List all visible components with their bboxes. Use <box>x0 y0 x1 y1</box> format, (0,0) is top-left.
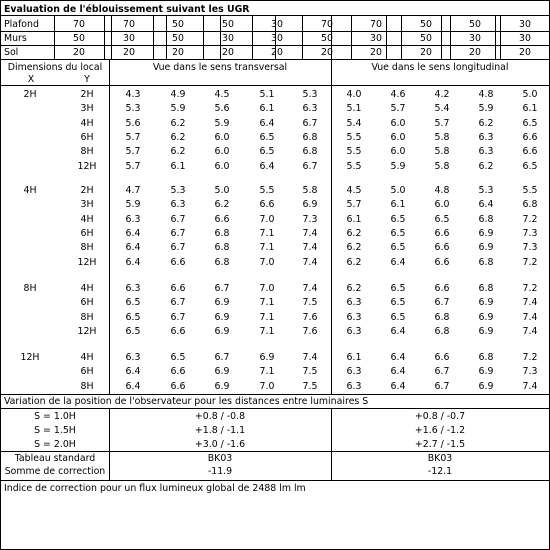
ugr-value-transversal: 4.5 <box>214 89 230 100</box>
y-dimension: 8H <box>80 312 94 323</box>
ugr-value-transversal: 6.8 <box>214 242 230 253</box>
ugr-value-longitudinal: 6.2 <box>346 283 362 294</box>
ugr-value-transversal: 6.7 <box>214 283 230 294</box>
x-dimension: 12H <box>20 352 40 363</box>
ugr-value-transversal: 6.6 <box>170 381 186 392</box>
x-dimension: 2H <box>23 89 37 100</box>
ugr-value-longitudinal: 6.6 <box>434 242 450 253</box>
ugr-value-transversal: 5.7 <box>125 146 141 157</box>
reflect-value: 50 <box>172 33 184 44</box>
ugr-value-transversal: 6.0 <box>214 161 230 172</box>
ugr-value-transversal: 6.2 <box>170 118 186 129</box>
footnote: Indice de correction pour un flux lumineux global de 2488 lm lm <box>4 483 306 494</box>
reflect-value: 20 <box>73 47 85 58</box>
ugr-value-transversal: 6.5 <box>125 297 141 308</box>
ugr-value-longitudinal: 6.6 <box>434 228 450 239</box>
y-dimension: 8H <box>80 381 94 392</box>
rule <box>1 59 549 60</box>
y-header: Y <box>84 74 90 85</box>
ugr-value-longitudinal: 5.4 <box>434 103 450 114</box>
variation-label: S = 1.0H <box>34 411 76 422</box>
rule <box>1 480 549 481</box>
ugr-value-transversal: 6.7 <box>170 312 186 323</box>
ugr-value-transversal: 6.4 <box>125 257 141 268</box>
ugr-value-longitudinal: 7.2 <box>522 283 538 294</box>
ugr-value-transversal: 6.8 <box>302 132 318 143</box>
table-title: Evaluation de l'éblouissement suivant les UGR <box>4 4 250 15</box>
ugr-value-transversal: 7.1 <box>259 228 275 239</box>
ugr-value-longitudinal: 5.7 <box>346 199 362 210</box>
view-transversal-header: Vue dans le sens transversal <box>152 62 288 73</box>
ugr-value-longitudinal: 6.5 <box>390 297 406 308</box>
ugr-value-transversal: 4.7 <box>125 185 141 196</box>
ugr-value-longitudinal: 7.4 <box>522 297 538 308</box>
ugr-value-longitudinal: 6.9 <box>478 297 494 308</box>
reflect-value: 20 <box>172 47 184 58</box>
ugr-value-transversal: 6.4 <box>125 242 141 253</box>
ugr-value-longitudinal: 7.2 <box>522 257 538 268</box>
reflect-value: 20 <box>321 47 333 58</box>
ugr-value-longitudinal: 5.0 <box>522 89 538 100</box>
ugr-value-transversal: 5.6 <box>214 103 230 114</box>
reflect-value: 30 <box>370 33 382 44</box>
ugr-value-transversal: 6.6 <box>170 366 186 377</box>
ugr-value-longitudinal: 6.0 <box>434 199 450 210</box>
reflect-value: 50 <box>73 33 85 44</box>
reflect-value: 30 <box>123 33 135 44</box>
ugr-value-transversal: 7.4 <box>302 283 318 294</box>
ugr-value-transversal: 7.4 <box>302 257 318 268</box>
ugr-value-transversal: 6.7 <box>214 352 230 363</box>
ugr-value-longitudinal: 5.8 <box>434 132 450 143</box>
ugr-value-longitudinal: 6.5 <box>390 283 406 294</box>
ugr-value-longitudinal: 4.8 <box>434 185 450 196</box>
ugr-value-transversal: 6.9 <box>214 326 230 337</box>
ugr-value-longitudinal: 6.8 <box>478 283 494 294</box>
ugr-value-transversal: 6.4 <box>259 118 275 129</box>
variation-transversal: +1.8 / -1.1 <box>194 425 246 436</box>
ugr-value-transversal: 6.6 <box>170 326 186 337</box>
ugr-value-transversal: 6.3 <box>302 103 318 114</box>
ugr-value-longitudinal: 6.9 <box>478 326 494 337</box>
ugr-value-longitudinal: 6.2 <box>478 118 494 129</box>
y-dimension: 6H <box>80 228 94 239</box>
ugr-value-transversal: 5.8 <box>302 185 318 196</box>
ugr-value-longitudinal: 6.8 <box>478 257 494 268</box>
y-dimension: 3H <box>80 103 94 114</box>
ugr-value-transversal: 6.9 <box>214 366 230 377</box>
ugr-value-longitudinal: 4.8 <box>478 89 494 100</box>
reflect-row-label: Sol <box>4 47 19 58</box>
ugr-value-longitudinal: 6.8 <box>478 352 494 363</box>
ugr-value-longitudinal: 6.6 <box>434 283 450 294</box>
ugr-value-longitudinal: 6.2 <box>346 242 362 253</box>
ugr-value-longitudinal: 4.5 <box>346 185 362 196</box>
view-longitudinal-header: Vue dans le sens longitudinal <box>371 62 509 73</box>
ugr-value-longitudinal: 6.6 <box>522 132 538 143</box>
ugr-value-transversal: 6.5 <box>125 326 141 337</box>
ugr-value-longitudinal: 6.8 <box>434 312 450 323</box>
ugr-value-transversal: 6.7 <box>302 118 318 129</box>
ugr-value-transversal: 6.6 <box>170 283 186 294</box>
ugr-value-longitudinal: 6.4 <box>390 381 406 392</box>
ugr-value-transversal: 6.3 <box>125 352 141 363</box>
ugr-value-longitudinal: 7.3 <box>522 228 538 239</box>
ugr-value-transversal: 4.3 <box>125 89 141 100</box>
ugr-value-longitudinal: 5.7 <box>390 103 406 114</box>
ugr-value-transversal: 6.9 <box>302 199 318 210</box>
ugr-value-transversal: 7.5 <box>302 366 318 377</box>
reflect-value: 20 <box>519 47 531 58</box>
ugr-value-longitudinal: 6.6 <box>434 257 450 268</box>
ugr-value-transversal: 6.6 <box>259 199 275 210</box>
reflect-value: 70 <box>370 19 382 30</box>
ugr-value-transversal: 6.5 <box>259 132 275 143</box>
standard-label: Tableau standard <box>14 453 96 464</box>
ugr-value-longitudinal: 6.1 <box>346 352 362 363</box>
ugr-value-longitudinal: 4.2 <box>434 89 450 100</box>
ugr-value-longitudinal: 6.4 <box>390 366 406 377</box>
dims-header: Dimensions du local <box>7 62 103 73</box>
ugr-value-transversal: 6.7 <box>170 214 186 225</box>
reflect-row-label: Plafond <box>4 19 39 30</box>
ugr-value-longitudinal: 4.0 <box>346 89 362 100</box>
x-dimension: 8H <box>23 283 37 294</box>
ugr-value-longitudinal: 6.5 <box>390 242 406 253</box>
correction-longitudinal: -12.1 <box>427 466 453 477</box>
ugr-value-transversal: 5.1 <box>259 89 275 100</box>
reflect-value: 20 <box>370 47 382 58</box>
ugr-value-transversal: 7.1 <box>259 326 275 337</box>
ugr-value-longitudinal: 6.6 <box>434 352 450 363</box>
ugr-value-transversal: 6.9 <box>214 381 230 392</box>
ugr-value-transversal: 6.5 <box>125 312 141 323</box>
ugr-value-transversal: 6.4 <box>125 381 141 392</box>
y-dimension: 8H <box>80 242 94 253</box>
ugr-value-longitudinal: 6.1 <box>522 103 538 114</box>
reflect-value: 70 <box>321 19 333 30</box>
ugr-value-longitudinal: 6.0 <box>390 146 406 157</box>
y-dimension: 6H <box>80 297 94 308</box>
reflect-value: 30 <box>271 33 283 44</box>
ugr-value-transversal: 4.9 <box>170 89 186 100</box>
ugr-value-longitudinal: 5.5 <box>346 132 362 143</box>
reflect-value: 30 <box>222 33 234 44</box>
ugr-value-longitudinal: 6.3 <box>346 297 362 308</box>
standard-longitudinal: BK03 <box>427 453 453 464</box>
variation-label: S = 2.0H <box>34 439 76 450</box>
ugr-value-longitudinal: 5.3 <box>478 185 494 196</box>
ugr-value-transversal: 5.5 <box>259 185 275 196</box>
ugr-value-transversal: 6.8 <box>302 146 318 157</box>
ugr-value-transversal: 7.0 <box>259 214 275 225</box>
y-dimension: 2H <box>80 89 94 100</box>
ugr-value-transversal: 6.1 <box>170 161 186 172</box>
ugr-value-longitudinal: 7.3 <box>522 366 538 377</box>
ugr-value-transversal: 6.2 <box>214 199 230 210</box>
y-dimension: 6H <box>80 132 94 143</box>
y-dimension: 12H <box>77 326 97 337</box>
x-header: X <box>27 74 35 85</box>
ugr-value-longitudinal: 6.3 <box>346 381 362 392</box>
ugr-value-transversal: 6.0 <box>214 132 230 143</box>
ugr-value-transversal: 6.1 <box>259 103 275 114</box>
ugr-value-longitudinal: 6.9 <box>478 366 494 377</box>
reflect-value: 20 <box>271 47 283 58</box>
dims-divider <box>109 59 110 394</box>
ugr-value-longitudinal: 6.4 <box>390 326 406 337</box>
ugr-value-longitudinal: 6.4 <box>390 352 406 363</box>
ugr-value-longitudinal: 5.5 <box>346 146 362 157</box>
ugr-value-transversal: 7.5 <box>302 381 318 392</box>
ugr-value-longitudinal: 6.6 <box>522 146 538 157</box>
ugr-value-longitudinal: 6.4 <box>390 257 406 268</box>
reflect-value: 30 <box>469 33 481 44</box>
reflect-value: 70 <box>73 19 85 30</box>
ugr-value-transversal: 7.6 <box>302 326 318 337</box>
ugr-value-longitudinal: 6.4 <box>478 199 494 210</box>
ugr-value-transversal: 7.1 <box>259 312 275 323</box>
ugr-value-longitudinal: 6.3 <box>478 132 494 143</box>
ugr-value-transversal: 6.3 <box>170 199 186 210</box>
rule <box>1 85 549 86</box>
ugr-value-longitudinal: 6.3 <box>346 326 362 337</box>
ugr-value-transversal: 5.3 <box>125 103 141 114</box>
ugr-value-longitudinal: 6.9 <box>478 242 494 253</box>
ugr-value-transversal: 7.1 <box>259 242 275 253</box>
ugr-value-transversal: 6.9 <box>214 312 230 323</box>
ugr-value-longitudinal: 6.2 <box>478 161 494 172</box>
ugr-value-longitudinal: 5.8 <box>434 146 450 157</box>
variation-transversal: +0.8 / -0.8 <box>194 411 246 422</box>
ugr-value-transversal: 6.4 <box>259 161 275 172</box>
ugr-value-transversal: 6.7 <box>170 228 186 239</box>
y-dimension: 12H <box>77 257 97 268</box>
ugr-value-longitudinal: 5.0 <box>390 185 406 196</box>
ugr-value-transversal: 5.0 <box>214 185 230 196</box>
correction-transversal: -11.9 <box>207 466 233 477</box>
reflect-value: 50 <box>420 19 432 30</box>
ugr-value-transversal: 6.8 <box>214 228 230 239</box>
variation-caption: Variation de la position de l'observateur pour les distances entre luminaires S <box>4 396 369 407</box>
ugr-value-transversal: 6.6 <box>170 257 186 268</box>
ugr-value-longitudinal: 7.3 <box>522 242 538 253</box>
ugr-value-longitudinal: 5.9 <box>478 103 494 114</box>
reflect-value: 30 <box>519 19 531 30</box>
ugr-value-transversal: 7.0 <box>259 257 275 268</box>
ugr-value-longitudinal: 6.9 <box>478 381 494 392</box>
y-dimension: 6H <box>80 366 94 377</box>
ugr-value-longitudinal: 5.5 <box>522 185 538 196</box>
ugr-value-longitudinal: 6.2 <box>346 228 362 239</box>
y-dimension: 8H <box>80 146 94 157</box>
ugr-value-transversal: 6.4 <box>125 228 141 239</box>
ugr-value-transversal: 6.3 <box>125 214 141 225</box>
ugr-value-transversal: 5.7 <box>125 161 141 172</box>
ugr-value-longitudinal: 6.5 <box>390 312 406 323</box>
variation-transversal: +3.0 / -1.6 <box>194 439 246 450</box>
ugr-value-transversal: 7.1 <box>259 366 275 377</box>
ugr-value-longitudinal: 6.9 <box>478 312 494 323</box>
ugr-value-longitudinal: 6.1 <box>390 199 406 210</box>
ugr-value-longitudinal: 6.2 <box>346 257 362 268</box>
rule <box>1 451 549 452</box>
ugr-value-longitudinal: 6.0 <box>390 132 406 143</box>
variation-longitudinal: +2.7 / -1.5 <box>414 439 466 450</box>
ugr-value-longitudinal: 6.8 <box>522 199 538 210</box>
ugr-value-longitudinal: 7.2 <box>522 214 538 225</box>
ugr-value-transversal: 6.5 <box>170 352 186 363</box>
reflect-value: 50 <box>222 19 234 30</box>
y-dimension: 3H <box>80 199 94 210</box>
y-dimension: 4H <box>80 283 94 294</box>
reflect-value: 20 <box>469 47 481 58</box>
ugr-value-transversal: 6.7 <box>170 242 186 253</box>
ugr-value-longitudinal: 5.1 <box>346 103 362 114</box>
ugr-value-longitudinal: 6.5 <box>434 214 450 225</box>
reflect-value: 30 <box>519 33 531 44</box>
ugr-value-transversal: 5.9 <box>214 118 230 129</box>
ugr-value-transversal: 7.0 <box>259 381 275 392</box>
ugr-value-transversal: 5.7 <box>125 132 141 143</box>
variation-label: S = 1.5H <box>34 425 76 436</box>
reflect-value: 50 <box>172 19 184 30</box>
variation-longitudinal: +0.8 / -0.7 <box>414 411 466 422</box>
ugr-value-transversal: 6.0 <box>214 146 230 157</box>
ugr-value-longitudinal: 6.5 <box>390 214 406 225</box>
ugr-value-transversal: 5.6 <box>125 118 141 129</box>
ugr-value-transversal: 6.2 <box>170 146 186 157</box>
ugr-value-longitudinal: 6.7 <box>434 366 450 377</box>
ugr-value-transversal: 6.7 <box>170 297 186 308</box>
reflect-value: 20 <box>123 47 135 58</box>
ugr-value-longitudinal: 6.8 <box>434 326 450 337</box>
reflect-value: 50 <box>420 33 432 44</box>
ugr-value-longitudinal: 5.5 <box>346 161 362 172</box>
ugr-value-transversal: 5.3 <box>302 89 318 100</box>
y-dimension: 12H <box>77 161 97 172</box>
ugr-value-longitudinal: 5.7 <box>434 118 450 129</box>
reflect-row-label: Murs <box>4 33 27 44</box>
ugr-value-longitudinal: 6.0 <box>390 118 406 129</box>
variation-longitudinal: +1.6 / -1.2 <box>414 425 466 436</box>
ugr-value-transversal: 6.4 <box>125 366 141 377</box>
ugr-value-transversal: 6.7 <box>302 161 318 172</box>
ugr-value-transversal: 6.5 <box>259 146 275 157</box>
reflect-value: 30 <box>271 19 283 30</box>
ugr-value-transversal: 7.0 <box>259 283 275 294</box>
ugr-value-longitudinal: 6.8 <box>478 214 494 225</box>
ugr-value-longitudinal: 5.8 <box>434 161 450 172</box>
ugr-value-transversal: 7.4 <box>302 228 318 239</box>
ugr-value-transversal: 6.8 <box>214 257 230 268</box>
ugr-value-longitudinal: 4.6 <box>390 89 406 100</box>
ugr-value-transversal: 7.5 <box>302 297 318 308</box>
reflect-value: 20 <box>420 47 432 58</box>
ugr-value-transversal: 6.9 <box>259 352 275 363</box>
ugr-value-longitudinal: 6.7 <box>434 381 450 392</box>
ugr-value-longitudinal: 6.5 <box>522 118 538 129</box>
ugr-value-longitudinal: 6.3 <box>478 146 494 157</box>
correction-label: Somme de correction <box>4 466 106 477</box>
y-dimension: 4H <box>80 352 94 363</box>
y-dimension: 2H <box>80 185 94 196</box>
ugr-value-longitudinal: 7.4 <box>522 381 538 392</box>
ugr-value-transversal: 7.3 <box>302 214 318 225</box>
ugr-value-transversal: 6.2 <box>170 132 186 143</box>
reflect-value: 20 <box>222 47 234 58</box>
ugr-value-longitudinal: 6.9 <box>478 228 494 239</box>
reflect-value: 70 <box>123 19 135 30</box>
ugr-value-transversal: 7.4 <box>302 242 318 253</box>
ugr-value-transversal: 6.9 <box>214 297 230 308</box>
rule <box>1 408 549 409</box>
reflect-value: 50 <box>321 33 333 44</box>
ugr-value-longitudinal: 6.1 <box>346 214 362 225</box>
ugr-value-transversal: 6.3 <box>125 283 141 294</box>
ugr-value-longitudinal: 6.5 <box>390 228 406 239</box>
ugr-value-longitudinal: 6.7 <box>434 297 450 308</box>
ugr-value-longitudinal: 6.3 <box>346 366 362 377</box>
ugr-value-longitudinal: 7.2 <box>522 352 538 363</box>
ugr-value-longitudinal: 7.4 <box>522 312 538 323</box>
x-dimension: 4H <box>23 185 37 196</box>
ugr-value-longitudinal: 6.3 <box>346 312 362 323</box>
rule <box>1 394 549 395</box>
ugr-value-transversal: 5.3 <box>170 185 186 196</box>
ugr-value-transversal: 7.6 <box>302 312 318 323</box>
reflect-value: 50 <box>469 19 481 30</box>
ugr-value-transversal: 5.9 <box>170 103 186 114</box>
y-dimension: 4H <box>80 118 94 129</box>
ugr-value-transversal: 7.4 <box>302 352 318 363</box>
ugr-value-longitudinal: 6.5 <box>522 161 538 172</box>
ugr-value-transversal: 5.9 <box>125 199 141 210</box>
ugr-value-transversal: 7.1 <box>259 297 275 308</box>
ugr-value-longitudinal: 5.4 <box>346 118 362 129</box>
standard-transversal: BK03 <box>207 453 233 464</box>
ugr-value-longitudinal: 5.9 <box>390 161 406 172</box>
ugr-value-transversal: 6.6 <box>214 214 230 225</box>
y-dimension: 4H <box>80 214 94 225</box>
ugr-value-longitudinal: 7.4 <box>522 326 538 337</box>
